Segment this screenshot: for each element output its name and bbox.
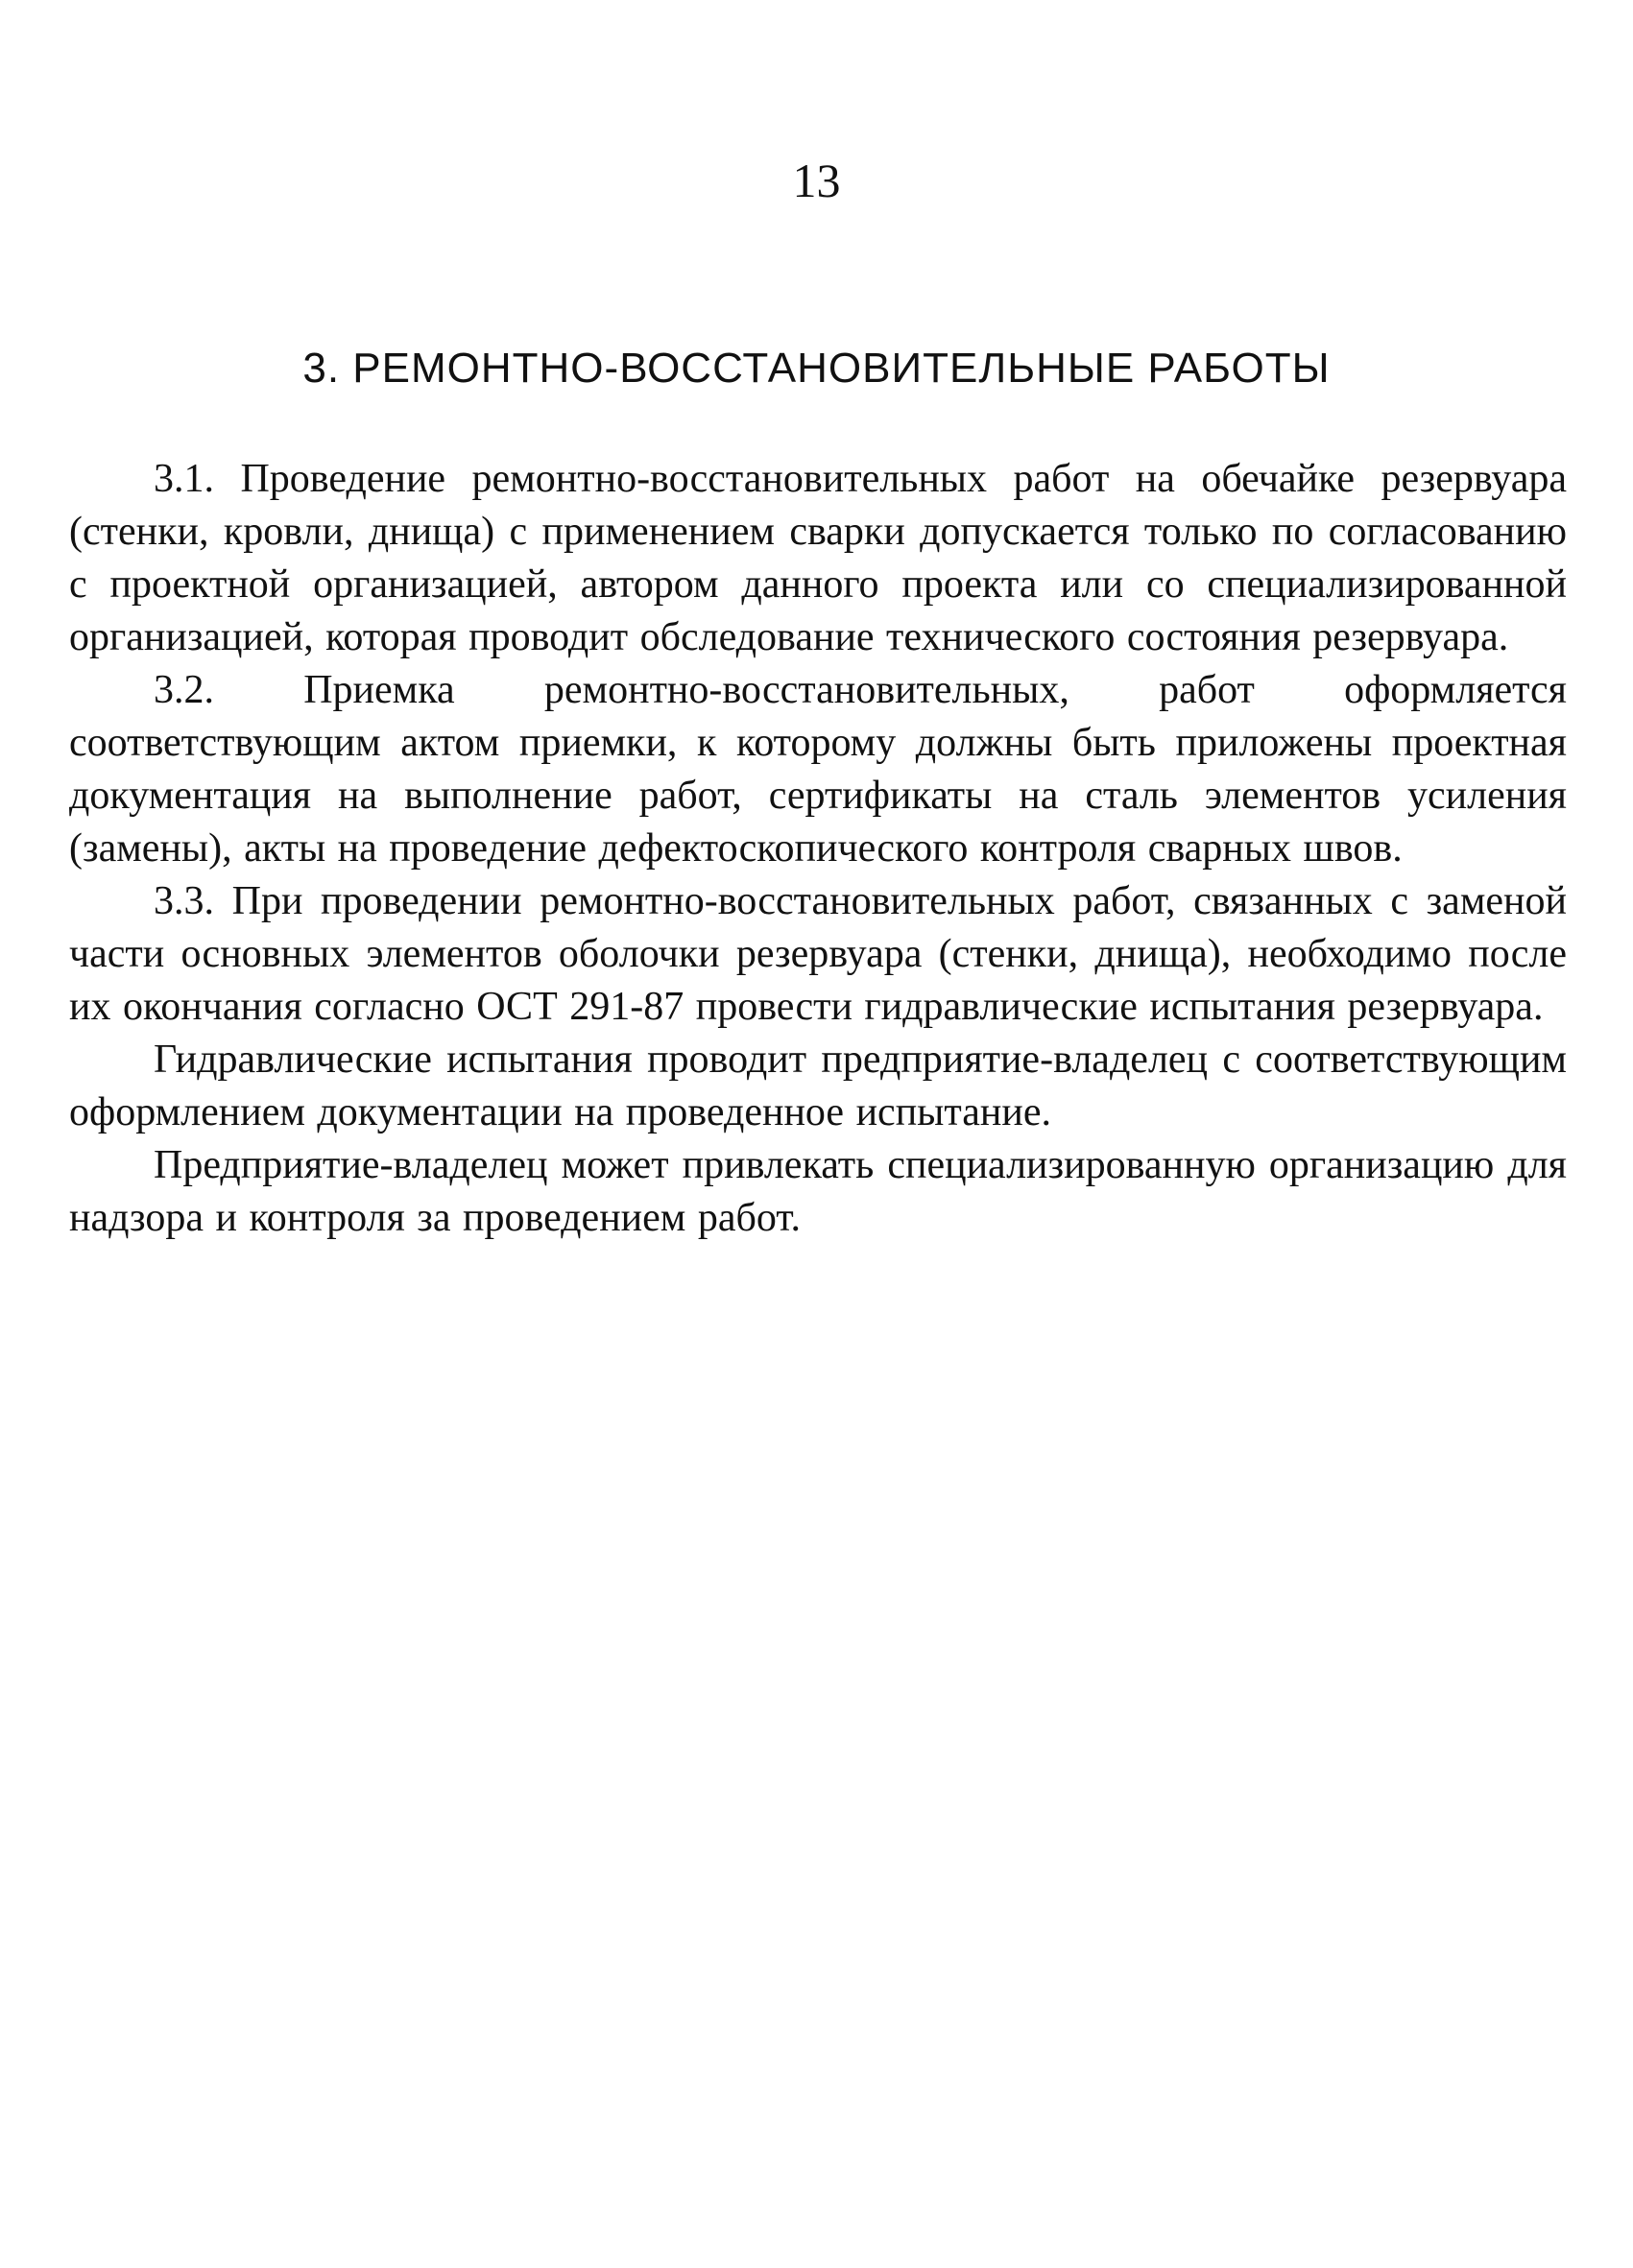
paragraph-owner-enterprise: Предприятие-владелец может привлекать специализированную организацию для надзора и контроля за проведением работ. [69, 1143, 1567, 1240]
paragraph-3-1: 3.1. Проведение ремонтно-восстановительных работ на обечайке резервуара (стенки, кровли, днища) с применением сварки допускается только по согласованию с проектной организацией, автором данного проекта или со специализированной организацией, которая проводит обследование технического состояния резервуара. [69, 457, 1567, 659]
section-body [69, 453, 1567, 1245]
section-title: 3. РЕМОНТНО-ВОССТАНОВИТЕЛЬНЫЕ РАБОТЫ [302, 345, 1331, 392]
page-number: 13 [792, 154, 841, 207]
paragraph-3-2: 3.2. Приемка ремонтно-восстановительных, работ оформляется соответствующим актом приемки, к которому должны быть приложены проектная документация на выполнение работ, сертификаты на сталь элементов усиления (замены), акты на проведение дефектоскопического контроля сварных швов. [69, 668, 1567, 871]
paragraph-3-3: 3.3. При проведении ремонтно-восстановительных работ, связанных с заменой части основных элементов оболочки резервуара (стенки, днища), необходимо после их окончания согласно ОСТ 291-87 провести гидравлические испытания резервуара. [69, 879, 1567, 1029]
paragraph-hydraulic-tests: Гидравлические испытания проводит предприятие-владелец с соответствующим оформлением документации на проведенное испытание. [69, 1038, 1567, 1134]
